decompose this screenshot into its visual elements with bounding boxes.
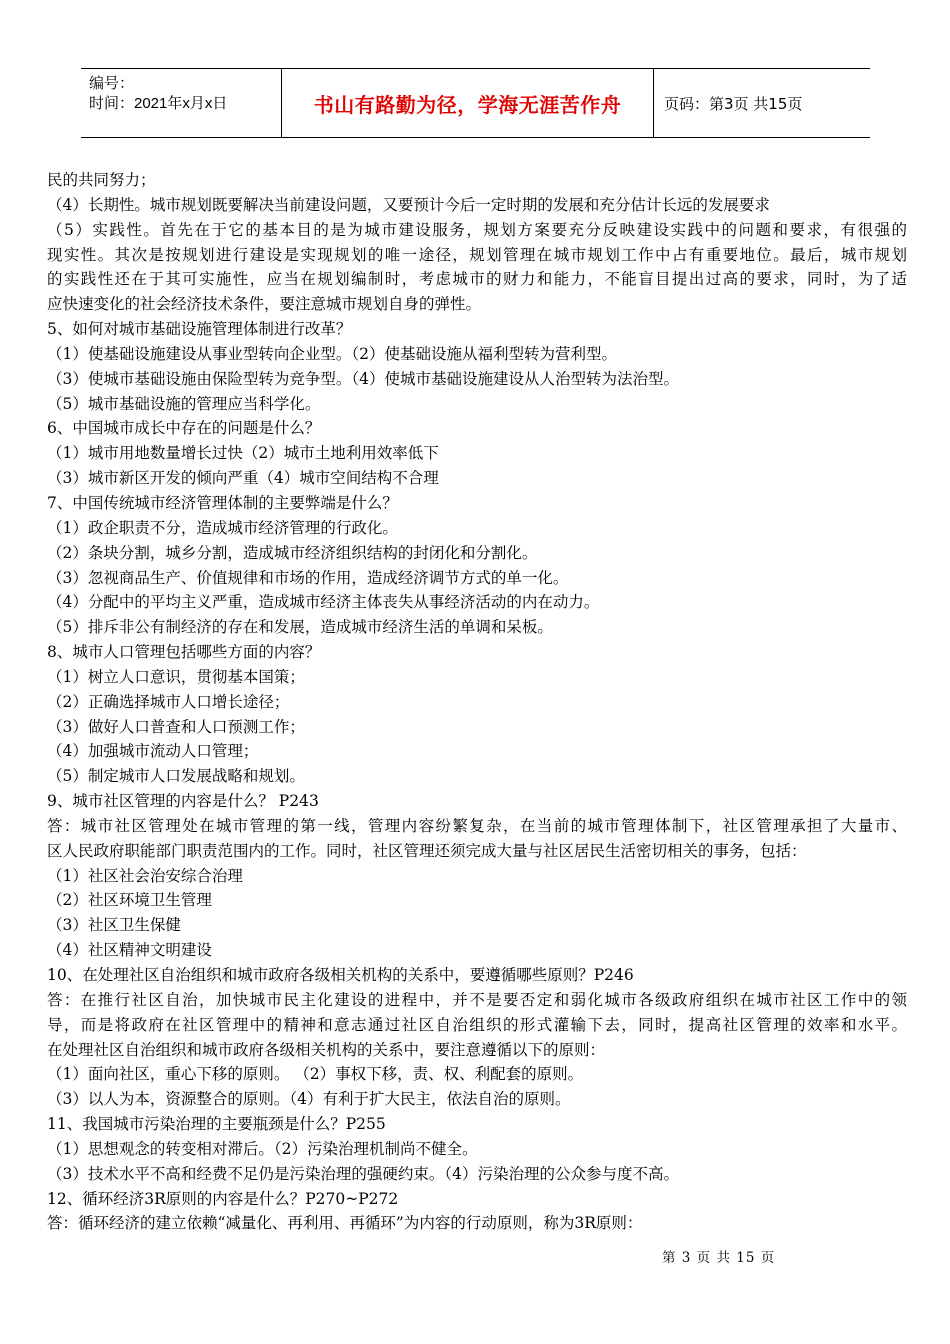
text-line: （1）政企职责不分，造成城市经济管理的行政化。 [47, 518, 398, 537]
page-label: 页码：第3页 共15页 [664, 94, 803, 113]
text-line: （5）制定城市人口发展战略和规划。 [47, 767, 305, 786]
text-line: （1）面向社区，重心下移的原则。 （2）事权下移，责、权、利配套的原则。 [47, 1065, 584, 1084]
text-line: （2）条块分割，城乡分割，造成城市经济组织结构的封闭化和分割化。 [47, 543, 538, 562]
text-line: 答：在推行社区自治，加快城市民主化建设的进程中，并不是要否定和弱化城市各级政府组织在城市社区工作中的领 [47, 990, 907, 1009]
text-line: 7、中国传统城市经济管理体制的主要弊端是什么？ [47, 493, 398, 512]
text-line: 答：循环经济的建立依赖“减量化、再利用、再循环”为内容的行动原则，称为3R原则： [47, 1214, 643, 1233]
text-line: （4）分配中的平均主义严重，造成城市经济主体丧失从事经济活动的内在动力。 [47, 593, 600, 612]
text-line: （2）正确选择城市人口增长途径； [47, 692, 290, 711]
text-line: 应快速变化的社会经济技术条件，要注意城市规划自身的弹性。 [47, 295, 482, 314]
text-line: 在处理社区自治组织和城市政府各级相关机构的关系中，要注意遵循以下的原则： [47, 1040, 606, 1059]
text-line: （5）实践性。首先在于它的基本目的是为城市建设服务，规划方案要充分反映建设实践中的问题和要求，有很强的 [47, 220, 907, 239]
text-line: 12、循环经济3R原则的内容是什么？P270~P272 [47, 1189, 399, 1208]
text-line: （1）使基础设施建设从事业型转向企业型。（2）使基础设施从福利型转为营利型。 [47, 344, 617, 363]
header-motto-cell [281, 69, 654, 137]
text-line: （1）思想观念的转变相对滞后。（2）污染治理机制尚不健全。 [47, 1139, 478, 1158]
text-line: （1）城市用地数量增长过快（2）城市土地利用效率低下 [47, 444, 439, 463]
page-header [81, 68, 870, 138]
text-line: 答：城市社区管理处在城市管理的第一线，管理内容纷繁复杂，在当前的城市管理体制下，社区管理承担了大量市、 [47, 816, 907, 835]
text-line: （3）使城市基础设施由保险型转为竞争型。（4）使城市基础设施建设从人治型转为法治型。 [47, 369, 679, 388]
text-line: （3）社区卫生保健 [47, 916, 181, 935]
text-line: （3）城市新区开发的倾向严重（4）城市空间结构不合理 [47, 469, 439, 488]
page-footer: 第 3 页 共 15 页 [662, 1250, 776, 1266]
text-line: （3）以人为本，资源整合的原则。（4）有利于扩大民主，依法自治的原则。 [47, 1090, 571, 1109]
document-body [47, 168, 907, 1236]
text-line: 现实性。其次是按规划进行建设是实现规划的唯一途径，规划管理在城市规划工作中占有重要地位。最后，城市规划 [47, 245, 907, 264]
motto: 书山有路勤为径，学海无涯苦作舟 [313, 92, 622, 117]
text-line: 的实践性还在于其可实施性，应当在规划编制时，考虑城市的财力和能力，不能盲目提出过高的要求，同时，为了适 [47, 270, 907, 289]
text-line: （5）城市基础设施的管理应当科学化。 [47, 394, 321, 413]
text-line: 6、中国城市成长中存在的问题是什么？ [47, 419, 321, 438]
text-line: （3）做好人口普查和人口预测工作； [47, 717, 305, 736]
text-line: 导，而是将政府在社区管理中的精神和意志通过社区自治组织的形式灌输下去，同时，提高社区管理的效率和水平。 [47, 1015, 907, 1034]
text-line: 民的共同努力； [47, 171, 156, 189]
text-line: （2）社区环境卫生管理 [47, 891, 212, 910]
doc-number-label: 编号： [89, 75, 135, 92]
text-line: 10、在处理社区自治组织和城市政府各级相关机构的关系中，要遵循哪些原则？P246 [47, 966, 634, 984]
text-line: （4）加强城市流动人口管理； [47, 742, 259, 761]
text-line: （5）排斥非公有制经济的存在和发展，造成城市经济生活的单调和呆板。 [47, 618, 553, 637]
header-meta [81, 69, 281, 137]
text-line: （1）社区社会治安综合治理 [47, 866, 243, 885]
text-line: 9、城市社区管理的内容是什么？ P243 [47, 792, 319, 811]
text-line: 5、如何对城市基础设施管理体制进行改革？ [47, 320, 352, 339]
text-line: 11、我国城市污染治理的主要瓶颈是什么？P255 [47, 1115, 386, 1134]
text-line: 区人民政府职能部门职责范围内的工作。同时，社区管理还须完成大量与社区居民生活密切相关的事务，包括： [47, 841, 807, 860]
header-page-cell [654, 69, 870, 137]
text-line: （1）树立人口意识，贯彻基本国策； [47, 667, 305, 686]
text-line: （4）社区精神文明建设 [47, 941, 212, 960]
text-line: （3）忽视商品生产、价值规律和市场的作用，造成经济调节方式的单一化。 [47, 568, 569, 587]
text-line: （3）技术水平不高和经费不足仍是污染治理的强硬约束。（4）污染治理的公众参与度不高。 [47, 1164, 679, 1183]
text-line: 8、城市人口管理包括哪些方面的内容？ [47, 643, 321, 662]
text-line: （4）长期性。城市规划既要解决当前建设问题，又要预计今后一定时期的发展和充分估计长远的发展要求 [47, 195, 770, 214]
time-label: 时间：2021年x月x日 [89, 95, 228, 112]
